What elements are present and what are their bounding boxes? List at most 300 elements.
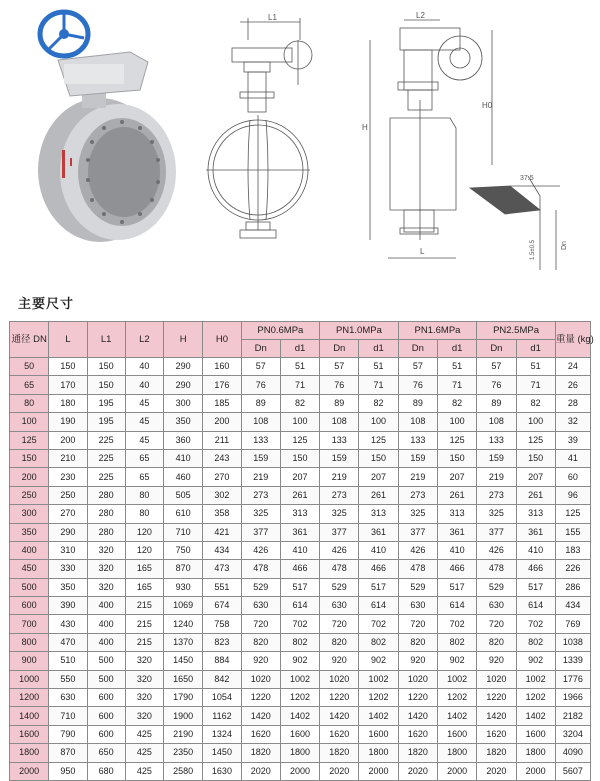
table-cell: 1630 [203,762,241,780]
table-cell: 1620 [398,725,437,743]
table-cell: 82 [437,394,476,412]
table-cell: 273 [320,486,359,504]
dim-L1-label: L1 [268,13,277,22]
table-cell: 630 [477,597,516,615]
table-cell: 150 [87,376,125,394]
table-cell: 1820 [477,744,516,762]
table-cell: 1002 [359,670,398,688]
table-cell: 170 [49,376,87,394]
table-cell: 1370 [164,633,203,651]
table-cell: 320 [87,578,125,596]
table-cell: 610 [164,505,203,523]
table-cell: 377 [320,523,359,541]
table-cell: 884 [203,652,241,670]
table-row [10,633,591,651]
row-dn-cell: 250 [10,486,49,504]
table-cell: 1402 [280,707,319,725]
table-row [10,762,591,780]
table-cell: 410 [516,541,555,559]
table-cell: 165 [125,560,163,578]
row-dn-cell: 65 [10,376,49,394]
table-cell: 120 [125,541,163,559]
dim-L2-label: L2 [416,11,425,20]
table-cell: 1420 [477,707,516,725]
table-cell: 377 [241,523,280,541]
table-cell: 273 [241,486,280,504]
table-cell: 1220 [477,689,516,707]
table-cell: 930 [164,578,203,596]
table-cell: 320 [125,670,163,688]
table-cell: 1900 [164,707,203,725]
table-cell: 1820 [241,744,280,762]
table-cell: 425 [125,744,163,762]
row-dn-cell: 600 [10,597,49,615]
table-cell: 325 [320,505,359,523]
table-cell: 361 [516,523,555,541]
table-row [10,597,591,615]
table-cell: 426 [477,541,516,559]
header-L2: L2 [125,322,163,358]
table-cell: 410 [437,541,476,559]
table-cell: 902 [280,652,319,670]
table-cell: 215 [125,597,163,615]
table-cell: 510 [49,652,87,670]
table-cell: 211 [203,431,241,449]
table-cell: 500 [87,652,125,670]
table-row [10,431,591,449]
table-cell: 230 [49,468,87,486]
front-view-drawing [206,13,312,238]
table-cell: 466 [516,560,555,578]
table-cell: 361 [280,523,319,541]
table-cell: 225 [87,431,125,449]
table-cell: 39 [555,431,590,449]
table-cell: 720 [477,615,516,633]
table-cell: 76 [477,376,516,394]
table-cell: 2000 [516,762,555,780]
subheader-dn: Dn [320,340,359,358]
table-cell: 758 [203,615,241,633]
table-body [10,358,591,781]
table-cell: 286 [555,578,590,596]
table-cell: 51 [280,358,319,376]
table-cell: 330 [49,560,87,578]
table-cell: 219 [477,468,516,486]
table-cell: 40 [125,358,163,376]
table-cell: 1620 [241,725,280,743]
table-cell: 261 [280,486,319,504]
table-cell: 614 [280,597,319,615]
table-cell: 1002 [437,670,476,688]
table-cell: 76 [398,376,437,394]
table-cell: 108 [241,413,280,431]
table-cell: 207 [280,468,319,486]
table-row [10,744,591,762]
table-cell: 150 [359,449,398,467]
header-pn25: PN2.5MPa [477,322,556,340]
table-cell: 40 [125,376,163,394]
table-cell: 920 [320,652,359,670]
table-cell: 1240 [164,615,203,633]
header-H0: H0 [203,322,241,358]
table-cell: 750 [164,541,203,559]
table-cell: 270 [49,505,87,523]
dim-H0-label: H0 [482,101,493,110]
table-cell: 1069 [164,597,203,615]
table-cell: 133 [241,431,280,449]
table-cell: 261 [516,486,555,504]
table-cell: 2020 [320,762,359,780]
table-cell: 1402 [516,707,555,725]
table-cell: 325 [477,505,516,523]
table-cell: 219 [398,468,437,486]
table-cell: 226 [555,560,590,578]
table-cell: 902 [516,652,555,670]
table-cell: 1790 [164,689,203,707]
table-cell: 1800 [359,744,398,762]
table-cell: 470 [49,633,87,651]
table-row [10,523,591,541]
table-cell: 434 [203,541,241,559]
row-dn-cell: 800 [10,633,49,651]
table-cell: 478 [477,560,516,578]
table-cell: 51 [437,358,476,376]
table-cell: 219 [320,468,359,486]
table-cell: 2020 [477,762,516,780]
table-cell: 614 [437,597,476,615]
table-cell: 159 [477,449,516,467]
table-cell: 550 [49,670,87,688]
table-cell: 125 [359,431,398,449]
table-cell: 702 [280,615,319,633]
table-row [10,725,591,743]
table-cell: 400 [87,597,125,615]
table-cell: 325 [241,505,280,523]
header-L: L [49,322,87,358]
product-figure [0,0,600,290]
table-cell: 505 [164,486,203,504]
table-cell: 183 [555,541,590,559]
table-cell: 2350 [164,744,203,762]
row-dn-cell: 80 [10,394,49,412]
table-row [10,505,591,523]
table-cell: 702 [437,615,476,633]
table-cell: 600 [87,725,125,743]
table-cell: 200 [49,431,87,449]
table-cell: 320 [125,707,163,725]
table-cell: 710 [49,707,87,725]
table-cell: 517 [437,578,476,596]
table-cell: 28 [555,394,590,412]
table-cell: 210 [49,449,87,467]
table-cell: 614 [359,597,398,615]
row-dn-cell: 450 [10,560,49,578]
dim-H-label: H [362,123,368,132]
table-cell: 820 [398,633,437,651]
table-cell: 125 [516,431,555,449]
table-cell: 150 [280,449,319,467]
header-pn16: PN1.6MPa [398,322,477,340]
dim-L-label: L [420,247,425,256]
table-cell: 100 [359,413,398,431]
table-cell: 426 [241,541,280,559]
table-cell: 410 [359,541,398,559]
table-row [10,468,591,486]
table-cell: 290 [164,358,203,376]
table-cell: 2000 [280,762,319,780]
table-cell: 108 [320,413,359,431]
table-cell: 802 [437,633,476,651]
table-cell: 2020 [398,762,437,780]
table-cell: 802 [516,633,555,651]
gap-label: 1.5±0.5 [530,240,536,260]
row-dn-cell: 300 [10,505,49,523]
table-cell: 1600 [516,725,555,743]
table-cell: 870 [164,560,203,578]
header-weight: 重量 (kg) [555,322,590,358]
row-dn-cell: 200 [10,468,49,486]
table-cell: 89 [320,394,359,412]
table-cell: 280 [87,505,125,523]
table-cell: 313 [359,505,398,523]
table-cell: 400 [87,633,125,651]
header-H: H [164,322,203,358]
table-cell: 410 [280,541,319,559]
table-cell: 1800 [280,744,319,762]
table-cell: 1220 [398,689,437,707]
table-cell: 1002 [516,670,555,688]
table-cell: 1020 [241,670,280,688]
table-cell: 350 [164,413,203,431]
table-cell: 57 [320,358,359,376]
table-cell: 1402 [359,707,398,725]
table-cell: 45 [125,431,163,449]
table-cell: 466 [280,560,319,578]
table-cell: 100 [280,413,319,431]
table-cell: 920 [241,652,280,670]
header-dn: 通径 DN [10,322,49,358]
table-cell: 529 [398,578,437,596]
table-cell: 185 [203,394,241,412]
table-cell: 1054 [203,689,241,707]
table-cell: 71 [437,376,476,394]
table-cell: 261 [437,486,476,504]
table-cell: 159 [398,449,437,467]
angle-label: 37.5 [520,175,534,182]
table-cell: 350 [49,578,87,596]
table-cell: 614 [516,597,555,615]
table-cell: 1020 [398,670,437,688]
table-cell: 1620 [477,725,516,743]
table-cell: 702 [516,615,555,633]
table-cell: 215 [125,633,163,651]
table-cell: 674 [203,597,241,615]
row-dn-cell: 350 [10,523,49,541]
table-row [10,707,591,725]
table-cell: 190 [49,413,87,431]
table-cell: 24 [555,358,590,376]
table-cell: 2000 [437,762,476,780]
table-cell: 529 [477,578,516,596]
table-cell: 920 [477,652,516,670]
table-cell: 425 [125,725,163,743]
table-cell: 82 [516,394,555,412]
row-dn-cell: 1000 [10,670,49,688]
row-dn-cell: 100 [10,413,49,431]
table-cell: 225 [87,468,125,486]
table-cell: 1202 [437,689,476,707]
table-cell: 358 [203,505,241,523]
table-cell: 80 [125,486,163,504]
table-cell: 1800 [516,744,555,762]
table-cell: 57 [398,358,437,376]
table-cell: 76 [241,376,280,394]
weld-detail-drawing [470,175,568,270]
table-cell: 1220 [241,689,280,707]
table-cell: 529 [241,578,280,596]
table-cell: 710 [164,523,203,541]
table-cell: 51 [359,358,398,376]
table-cell: 702 [359,615,398,633]
table-cell: 290 [49,523,87,541]
table-cell: 630 [49,689,87,707]
table-cell: 155 [555,523,590,541]
table-cell: 1420 [320,707,359,725]
table-cell: 1820 [320,744,359,762]
table-cell: 125 [555,505,590,523]
table-cell: 2000 [359,762,398,780]
header-pn10: PN1.0MPa [320,322,399,340]
table-cell: 108 [398,413,437,431]
row-dn-cell: 500 [10,578,49,596]
table-cell: 96 [555,486,590,504]
table-cell: 150 [49,358,87,376]
table-cell: 426 [320,541,359,559]
side-view-drawing [362,11,493,258]
table-cell: 361 [359,523,398,541]
table-cell: 769 [555,615,590,633]
subheader-d1: d1 [516,340,555,358]
table-cell: 1420 [398,707,437,725]
table-row [10,689,591,707]
table-cell: 650 [87,744,125,762]
table-cell: 478 [398,560,437,578]
table-cell: 176 [203,376,241,394]
table-cell: 1966 [555,689,590,707]
table-cell: 1038 [555,633,590,651]
table-cell: 71 [359,376,398,394]
table-cell: 361 [437,523,476,541]
table-cell: 165 [125,578,163,596]
table-row [10,578,591,596]
table-cell: 26 [555,376,590,394]
table-cell: 377 [477,523,516,541]
table-cell: 720 [398,615,437,633]
table-cell: 425 [125,762,163,780]
table-row [10,358,591,376]
table-cell: 80 [125,505,163,523]
table-cell: 150 [516,449,555,467]
row-dn-cell: 900 [10,652,49,670]
table-cell: 159 [241,449,280,467]
table-cell: 310 [49,541,87,559]
table-cell: 1339 [555,652,590,670]
table-cell: 1420 [241,707,280,725]
table-cell: 390 [49,597,87,615]
table-cell: 1402 [437,707,476,725]
row-dn-cell: 1800 [10,744,49,762]
table-cell: 1202 [359,689,398,707]
row-dn-cell: 1400 [10,707,49,725]
table-cell: 100 [437,413,476,431]
row-dn-cell: 125 [10,431,49,449]
table-cell: 133 [477,431,516,449]
table-cell: 133 [320,431,359,449]
table-cell: 41 [555,449,590,467]
table-cell: 89 [477,394,516,412]
table-cell: 1600 [280,725,319,743]
table-cell: 3204 [555,725,590,743]
header-L1: L1 [87,322,125,358]
subheader-d1: d1 [359,340,398,358]
row-dn-cell: 1200 [10,689,49,707]
table-cell: 250 [49,486,87,504]
table-cell: 820 [241,633,280,651]
table-cell: 133 [398,431,437,449]
table-cell: 1020 [320,670,359,688]
table-cell: 720 [320,615,359,633]
table-cell: 1002 [280,670,319,688]
table-cell: 160 [203,358,241,376]
table-cell: 820 [320,633,359,651]
table-cell: 600 [87,689,125,707]
table-cell: 225 [87,449,125,467]
table-cell: 950 [49,762,87,780]
table-cell: 478 [241,560,280,578]
table-cell: 1324 [203,725,241,743]
table-cell: 280 [87,486,125,504]
table-cell: 630 [241,597,280,615]
table-cell: 89 [241,394,280,412]
table-cell: 76 [320,376,359,394]
table-cell: 2190 [164,725,203,743]
table-cell: 150 [437,449,476,467]
table-row [10,413,591,431]
table-cell: 426 [398,541,437,559]
table-cell: 120 [125,523,163,541]
table-cell: 215 [125,615,163,633]
table-cell: 1202 [280,689,319,707]
table-row [10,652,591,670]
table-cell: 1202 [516,689,555,707]
table-cell: 45 [125,394,163,412]
table-cell: 273 [398,486,437,504]
table-cell: 60 [555,468,590,486]
table-cell: 842 [203,670,241,688]
table-cell: 823 [203,633,241,651]
weld-dn-label: Dn [561,241,568,250]
table-cell: 517 [280,578,319,596]
table-cell: 159 [320,449,359,467]
table-cell: 377 [398,523,437,541]
table-row [10,376,591,394]
table-cell: 270 [203,468,241,486]
table-cell: 180 [49,394,87,412]
table-cell: 82 [359,394,398,412]
table-cell: 680 [87,762,125,780]
table-cell: 630 [320,597,359,615]
table-cell: 1820 [398,744,437,762]
